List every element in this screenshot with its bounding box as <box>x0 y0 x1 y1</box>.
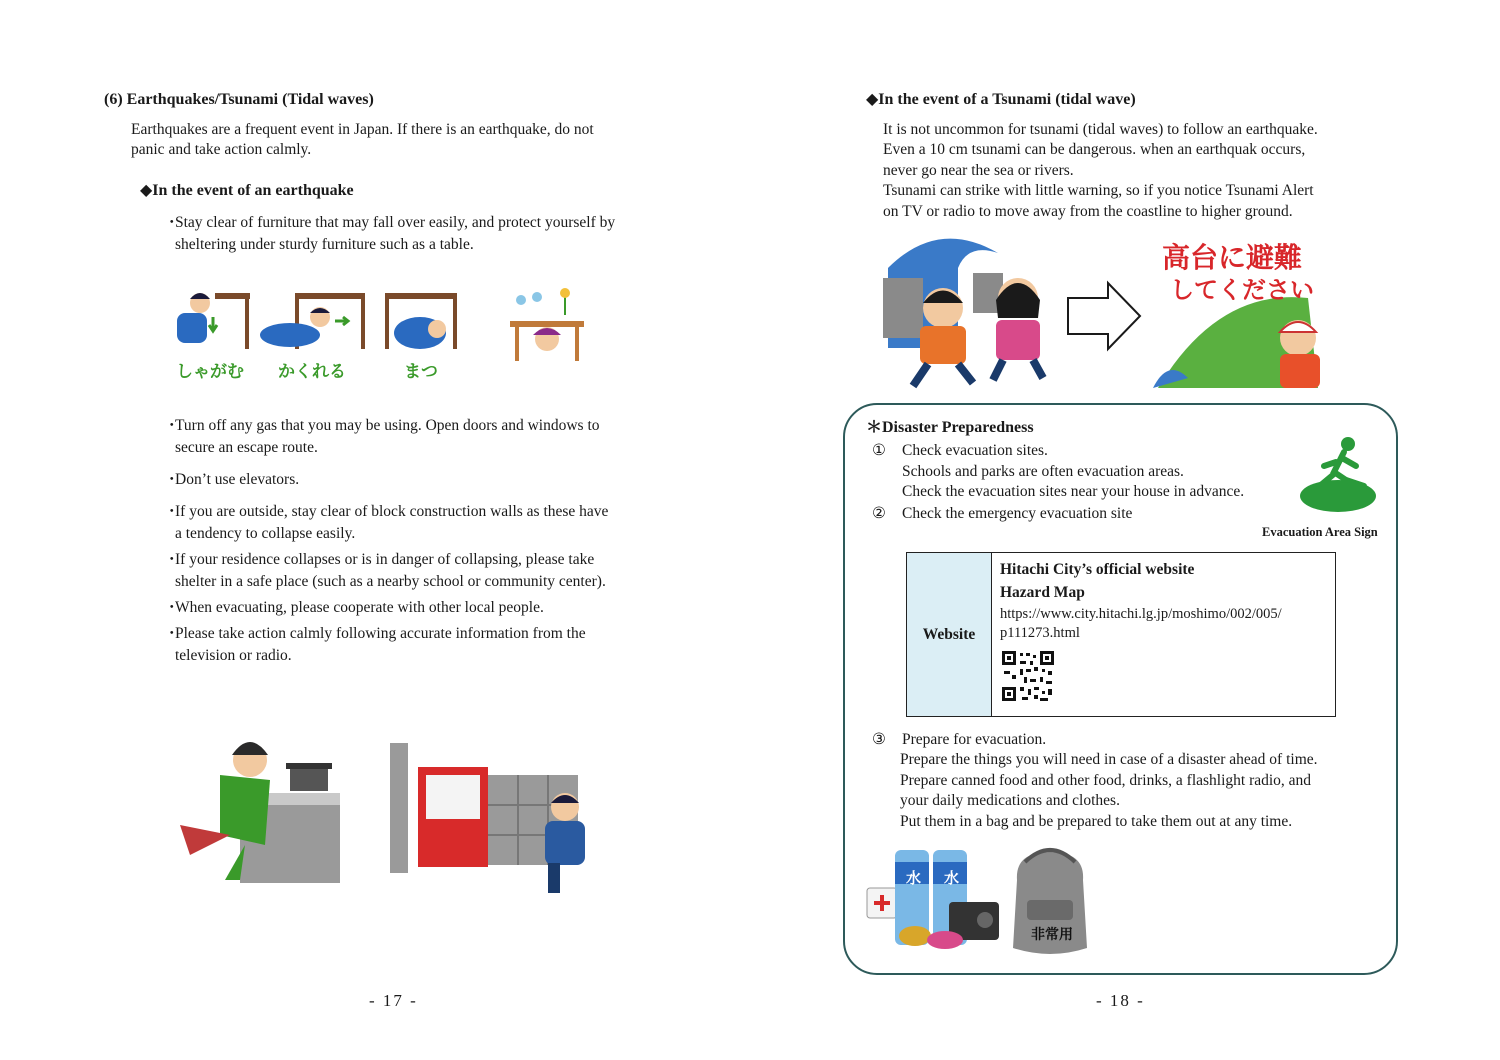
evacuate-sign-line-1: 高台に避難 <box>1162 241 1303 274</box>
prep-item2-line: Check the emergency evacuation site <box>902 505 1133 522</box>
earthquake-heading: ◆In the event of an earthquake <box>140 182 354 199</box>
section-title: (6) Earthquakes/Tsunami (Tidal waves) <box>104 91 374 108</box>
prep-heading: ＊Disaster Preparedness <box>866 419 1034 436</box>
prep-item1-line-1: Check evacuation sites. <box>902 442 1048 459</box>
bullet-gas: ・ Turn off any gas that you may be using. Open doors and windows to <box>164 417 600 434</box>
bullet-residence: ・ If your residence collapses or is in danger of collapsing, please take <box>164 551 595 568</box>
gas-and-wall-illustration <box>150 715 600 895</box>
tsunami-line-2: Even a 10 cm tsunami can be dangerous. when an earthquak occurs, <box>883 141 1306 158</box>
bullet-walls-cont: a tendency to collapse easily. <box>175 525 356 542</box>
prep-item3-line-2: Prepare the things you will need in case of a disaster ahead of time. <box>900 751 1318 768</box>
evacuate-sign-line-2: してください <box>1170 276 1314 304</box>
tsunami-line-4: Tsunami can strike with little warning, so if you notice Tsunami Alert <box>883 182 1314 199</box>
prep-item1-number: ① <box>872 442 886 459</box>
tsunami-line-1: It is not uncommon for tsunami (tidal waves) to follow an earthquake. <box>883 121 1318 138</box>
tsunami-line-3: never go near the sea or rivers. <box>883 162 1074 179</box>
emergency-bag-label: 非常用 <box>1031 927 1073 943</box>
website-title: Hitachi City’s official website <box>1000 561 1195 578</box>
website-info-cell <box>992 553 1336 717</box>
bullet-elevators: ・ Don’t use elevators. <box>164 471 300 488</box>
evacuation-area-sign-icon <box>1298 436 1384 516</box>
bullet-walls: ・ If you are outside, stay clear of block construction walls as these have <box>164 503 609 520</box>
label-hide: かくれる <box>278 362 346 382</box>
website-url-line-2[interactable]: p111273.html <box>1000 625 1080 641</box>
tsunami-line-5: on TV or radio to move away from the coastline to higher ground. <box>883 203 1293 220</box>
intro-line-1: Earthquakes are a frequent event in Japan. If there is an earthquake, do not <box>131 121 594 138</box>
bullet-furniture: ・ Stay clear of furniture that may fall over easily, and protect yourself by <box>164 214 616 231</box>
water-label-2: 水 <box>944 869 960 887</box>
website-subtitle: Hazard Map <box>1000 584 1085 601</box>
page-number-17: - 17 - <box>369 991 418 1010</box>
evacuation-sign-caption: Evacuation Area Sign <box>1262 525 1378 539</box>
label-crouch: しゃがむ <box>176 362 244 382</box>
tsunami-heading: ◆In the event of a Tsunami (tidal wave) <box>866 91 1136 108</box>
bullet-furniture-cont: sheltering under sturdy furniture such as a table. <box>175 236 474 253</box>
bullet-cooperate: ・ When evacuating, please cooperate with other local people. <box>164 599 544 616</box>
bullet-residence-cont: shelter in a safe place (such as a nearby school or community center). <box>175 573 606 590</box>
label-wait: まつ <box>404 362 438 382</box>
website-url-line-1[interactable]: https://www.city.hitachi.lg.jp/moshimo/002/005/ <box>1000 606 1282 622</box>
website-label: Website <box>907 553 992 717</box>
intro-line-2: panic and take action calmly. <box>131 141 312 158</box>
prep-item3-line-3: Prepare canned food and other food, drinks, a flashlight radio, and <box>900 772 1312 789</box>
bullet-information-cont: television or radio. <box>175 647 292 664</box>
prep-item3-line-4: your daily medications and clothes. <box>900 792 1120 809</box>
page-number-18: - 18 - <box>1096 991 1145 1010</box>
prep-item3-line-1: Prepare for evacuation. <box>902 731 1047 748</box>
prep-item1-line-2: Schools and parks are often evacuation areas. <box>902 463 1184 480</box>
water-label-1: 水 <box>906 869 922 887</box>
prep-item3-number: ③ <box>872 731 886 748</box>
bullet-information: ・ Please take action calmly following accurate information from the <box>164 625 586 642</box>
prep-item3-line-5: Put them in a bag and be prepared to take them out at any time. <box>900 813 1293 830</box>
prep-item1-line-3: Check the evacuation sites near your house in advance. <box>902 483 1245 500</box>
qr-code-icon[interactable] <box>1000 649 1056 703</box>
prep-item2-number: ② <box>872 505 886 522</box>
bullet-gas-cont: secure an escape route. <box>175 439 318 456</box>
emergency-supplies-illustration <box>865 840 1115 960</box>
website-table <box>906 552 1336 717</box>
